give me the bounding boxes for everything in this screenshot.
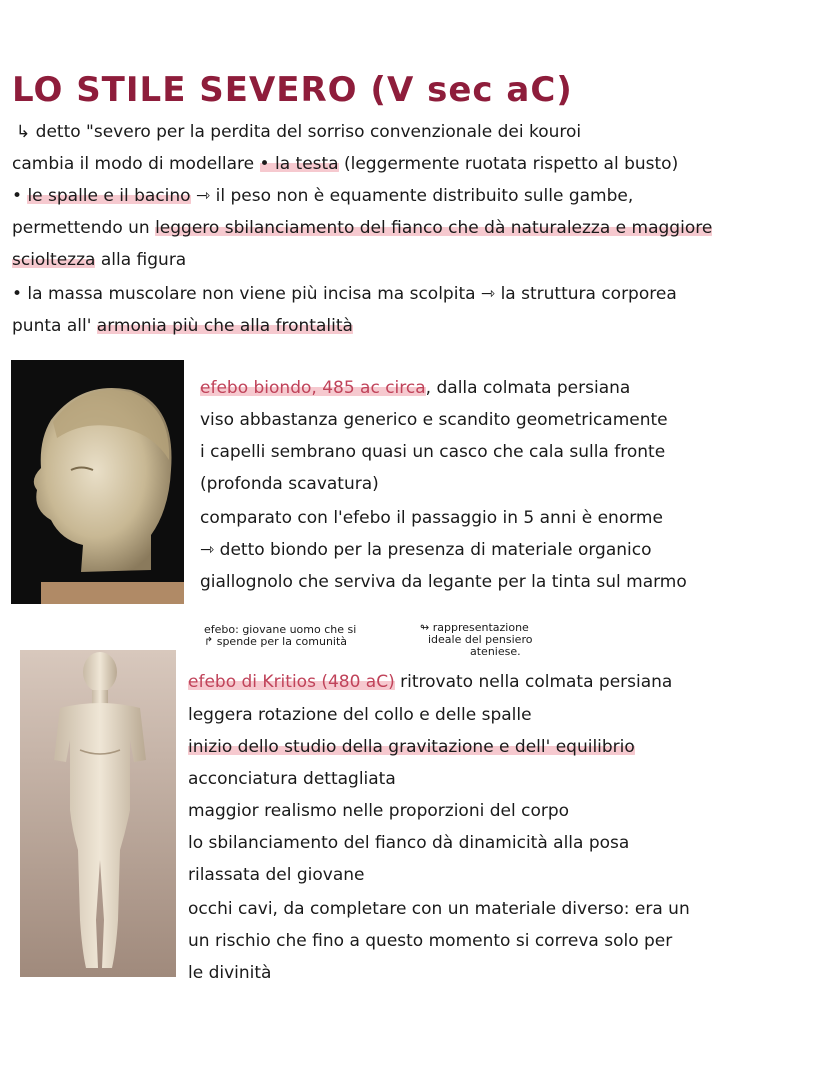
intro-line-4: permettendo un leggero sbilanciamento del fianco che dà naturalezza e maggiore [12,218,713,238]
section2-line-7: rilassata del giovane [188,865,365,885]
head-sculpture-icon [11,360,184,604]
statue-icon [20,650,176,977]
arrow-icon: ↳ [16,122,31,142]
section2-line-3 [188,735,635,759]
section2-line-8: occhi cavi, da completare con un materiale diverso: era un [188,899,690,919]
intro-line-5: scioltezza alla figura [12,250,187,270]
page-title: LO STILE SEVERO (V sec aC) [12,70,573,110]
intro-line-7: punta all' armonia più che alla frontalità [12,316,353,336]
section2-heading: efebo di Kritios (480 aC) ritrovato nella colmata persiana [188,672,673,692]
section2-line-9: un rischio che fino a questo momento si correva solo per [188,931,673,951]
efebo-biondo-image [11,360,184,604]
highlight-testa: • la testa [259,154,339,174]
note-efebo-definition: efebo: giovane uomo che si ↱ spende per la comunità [204,623,357,648]
note-rappresentazione: ↬ rappresentazione ideale del pensiero ateniese. [420,621,533,658]
intro-line-1: ↳ detto "severo per la perdita del sorriso convenzionale dei kouroi [16,122,582,142]
section1-line-7: giallognolo che serviva da legante per la tinta sul marmo [200,572,687,592]
efebo-biondo-title: efebo biondo, 485 ac circa [200,378,426,398]
intro-line-6: • la massa muscolare non viene più incisa ma scolpita ⇾ la struttura corporea [12,284,677,304]
efebo-kritios-title: efebo di Kritios (480 aC) [188,672,395,692]
highlight-sbilanciamento: leggero sbilanciamento del fianco che dà naturalezza e maggiore [155,218,713,238]
section1-line-4: (profonda scavatura) [200,474,379,494]
highlight-scioltezza: scioltezza [12,250,96,270]
section1-heading: efebo biondo, 485 ac circa, dalla colmata persiana [200,378,631,398]
section2-line-6: lo sbilanciamento del fianco dà dinamicità alla posa [188,833,630,853]
section2-line-2: leggera rotazione del collo e delle spalle [188,705,532,725]
highlight-armonia: armonia più che alla frontalità [96,316,353,336]
section2-line-10: le divinità [188,963,272,983]
highlight-gravitazione: inizio dello studio della gravitazione e dell' equilibrio [188,737,635,757]
section1-line-5: comparato con l'efebo il passaggio in 5 anni è enorme [200,508,663,528]
section1-line-3: i capelli sembrano quasi un casco che cala sulla fronte [200,442,666,462]
intro-line-3: • le spalle e il bacino ⇾ il peso non è equamente distribuito sulle gambe, [12,186,634,206]
efebo-kritios-image [20,650,176,977]
intro-line-2: cambia il modo di modellare • la testa (leggermente ruotata rispetto al busto) [12,154,679,174]
highlight-spalle: le spalle e il bacino [27,186,191,206]
section1-line-6: ⇾ detto biondo per la presenza di materiale organico [200,540,652,560]
section2-line-5: maggior realismo nelle proporzioni del corpo [188,801,570,821]
section2-line-4: acconciatura dettagliata [188,769,396,789]
section1-line-2: viso abbastanza generico e scandito geometricamente [200,410,668,430]
